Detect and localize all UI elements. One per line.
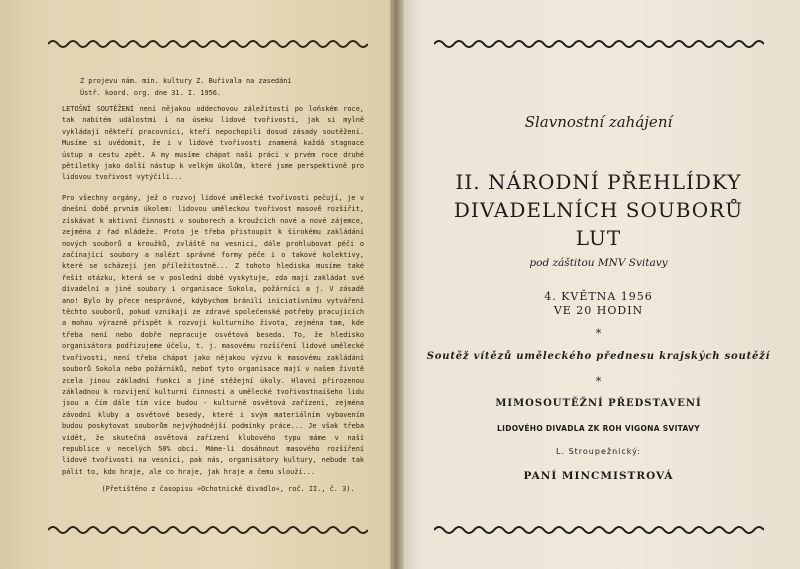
paragraph-2	[62, 193, 364, 478]
paragraph-1	[62, 104, 364, 184]
bottom-ornament-left	[48, 524, 368, 536]
bottom-ornament-right	[434, 524, 764, 536]
patronage-line: pod záštitou MNV Svitavy	[529, 257, 668, 269]
play-author: L. Stroupežnický:	[556, 447, 641, 456]
event-date: 4. KVĚTNA 1956	[544, 290, 653, 303]
title-line-1: II. NÁRODNÍ PŘEHLÍDKY	[455, 170, 742, 194]
source-note: (Přetištěno z časopisu »Ochotnické divadlo«, roč. II., č. 3).	[101, 485, 355, 493]
quote-line-1: Z projevu nám. min. kultury Z. Buřivala na zasedání	[80, 77, 292, 85]
theatre-name: LIDOVÉHO DIVADLA ZK ROH VIGONA SVITAVY	[497, 424, 700, 433]
event-time: VE 20 HODIN	[553, 304, 644, 317]
title-line-3: LUT	[575, 226, 622, 250]
paragraph-2-text: Pro všechny orgány, jež o rozvoj lidové umělecké tvořivosti pečují, je v dnešní době prvním úkolem: lidovou uměleckou tvořivost masově rozšířit, získávat k aktivní činnosti v souborech a kroužcích nové a nové zájemce, zejména z řad mládeže. Proto je třeba přistoupit k širokému zakládání nových souborů a kroužků, zvláště na vesnici, dále prohlubovat péči o začínající soubory a nalézt správné formy péče i o takové kolektivy, které se scházejí jen příležitostně... Z tohoto hlediska musíme také řešit otázku, která se v poslední době vyskytuje, zda mají zakládat své divadelní a jiné soubory i organisace Sokola, požárníci a j. V zásadě ano! Bylo by přece nesprávné, kdybychom bránili iniciativnímu vytváření těchto souborů, pokud vznikají ze zdravé společenské potřeby pracujících a mohou výrazně přispět k rozvoji kulturního života, zejména tam, kde třeba není nebo dobře nepracuje osvětová beseda. To, že hledisko organisátora podřizujeme účelu, t. j. masovému rozšíření lidové umělecké tvořivosti, není třeba chápat jako nějakou výzvu k masovému zakládání souborů Sokola nebo požárníků, neboť tyto organisace mají v našem životě zcela jinou základní funkci a jiné stěžejní úkoly. Hlavní přirozenou základnou k rozvíjení kulturní činnosti a umělecké tvořivostnaišeho lidu jsou a čím dále tím více budou - kulturně osvětová zařízení, zejména závodní kluby a osvětové besedy, které i svým materiálním vybavením budou poskytovat souborům nejvýhodnější podmínky práce... Je však třeba vidět, že skutečná osvětová zařízení klubového typu máme v naší republice v necelých 50% obcí. Máme-li dosáhnout masového rozšíření lidové tvořivosti na vesnici, pak nás, organisátory kultury, nebude tak pálit to, kdo hraje, ale co hraje, jak hraje a čemu slouží...	[62, 194, 364, 476]
title-line-2: DIVADELNÍCH SOUBORŮ	[453, 198, 744, 222]
top-ornament-right	[434, 38, 764, 50]
contest-line: Soutěž vítězů uměleckého přednesu krajských soutěží	[426, 351, 771, 362]
star-divider-2: *	[595, 375, 602, 388]
star-divider-1: *	[595, 327, 602, 340]
paragraph-1-text: LETOŠNÍ SOUTĚŽENÍ není nějakou oddechovou záležitostí po loňském roce, tak nabitém událostmi i na úseku lidové tvořivosti, jak si mylně vykládají někteří pracovníci, kteří nepochopili dosud zásady soutěžení. Musíme si uvědomit, že i v lidové tvořivosti znamená každá stagnace ústup a cestu zpět. A my musíme chápat naši práci v prvém roce druhé pětiletky jako další nástup k velkým úkolům, které jsme perspektivně pro lidovou tvořivost vytýčili...	[62, 105, 364, 182]
center-fold	[390, 0, 404, 569]
quote-attribution	[80, 76, 292, 99]
top-ornament-left	[48, 38, 368, 50]
play-title: PANÍ MINCMISTROVÁ	[523, 470, 674, 482]
noncompetitive-heading: MIMOSOUTĚŽNÍ PŘEDSTAVENÍ	[495, 398, 702, 409]
right-page	[397, 0, 800, 569]
opening-heading: Slavnostní zahájení	[524, 113, 673, 131]
quote-line-2: Ústř. koord. org. dne 31. I. 1956.	[80, 88, 222, 97]
left-page	[0, 0, 396, 569]
